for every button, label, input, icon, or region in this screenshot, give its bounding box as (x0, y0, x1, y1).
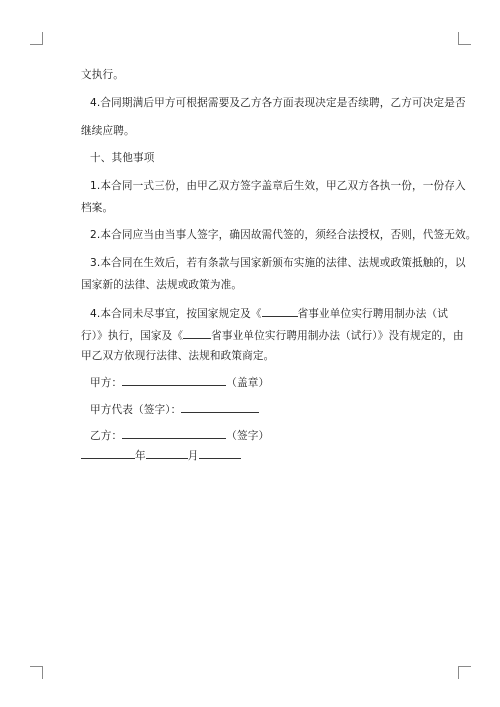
clause-4-line-3: 甲乙双方依现行法律、法规和政策商定。 (81, 350, 275, 362)
clause-4-renewal: 4.合同期满后甲方可根据需要及乙方各方面表现决定是否续聘，乙方可决定是否 (90, 97, 466, 109)
crop-mark-bottom-right (458, 666, 471, 679)
year-label: 年 (135, 450, 146, 462)
party-b-label: 乙方： (90, 430, 123, 442)
date-line (81, 447, 241, 463)
crop-mark-bottom-left (30, 666, 43, 679)
clause-4-text: 行）》执行，国家及《 (81, 330, 184, 342)
text-line: 档案。 (81, 202, 114, 214)
party-a-suffix: （盖章） (226, 377, 270, 389)
crop-mark-top-right (458, 32, 471, 45)
section-heading-other-matters: 十、其他事项 (90, 152, 155, 164)
party-b-suffix: （签字） (226, 430, 270, 442)
text-line: 继续应聘。 (81, 125, 135, 137)
clause-3: 3.本合同在生效后，若有条款与国家新颁布实施的法律、法规或政策抵触的，以 (90, 257, 466, 269)
clause-4-text: 4.本合同未尽事宜，按国家规定及《 (90, 308, 262, 320)
representative-signature-line (90, 401, 259, 417)
text-line: 国家新的法律、法规或政策为准。 (81, 279, 243, 291)
party-a-label: 甲方： (90, 377, 123, 389)
clause-4-text: 省事业单位实行聘用制办法（试 (297, 308, 448, 320)
clause-4-line-2 (81, 327, 464, 343)
crop-mark-top-left (30, 32, 43, 45)
province-blank[interactable] (183, 327, 211, 339)
clause-1: 1.本合同一式三份，由甲乙双方签字盖章后生效，甲乙双方各执一份，一份存入 (90, 180, 466, 192)
year-blank[interactable] (81, 447, 135, 459)
clause-4-text: 省事业单位实行聘用制办法（试行）》没有规定的，由 (211, 330, 464, 342)
text-line: 文执行。 (81, 69, 124, 81)
representative-label: 甲方代表（签字）： (90, 404, 182, 416)
province-blank[interactable] (262, 305, 298, 317)
day-blank[interactable] (199, 447, 241, 459)
clause-4-line-1 (90, 305, 448, 321)
representative-signature-blank[interactable] (181, 401, 259, 413)
party-a-signature-line (90, 374, 269, 390)
month-label: 月 (187, 450, 199, 462)
month-blank[interactable] (146, 447, 188, 459)
party-b-signature-blank[interactable] (122, 427, 226, 439)
clause-2: 2.本合同应当由当事人签字，确因故需代签的，须经合法授权，否则，代签无效。 (90, 229, 477, 241)
party-a-signature-blank[interactable] (122, 374, 226, 386)
party-b-signature-line (90, 427, 269, 443)
